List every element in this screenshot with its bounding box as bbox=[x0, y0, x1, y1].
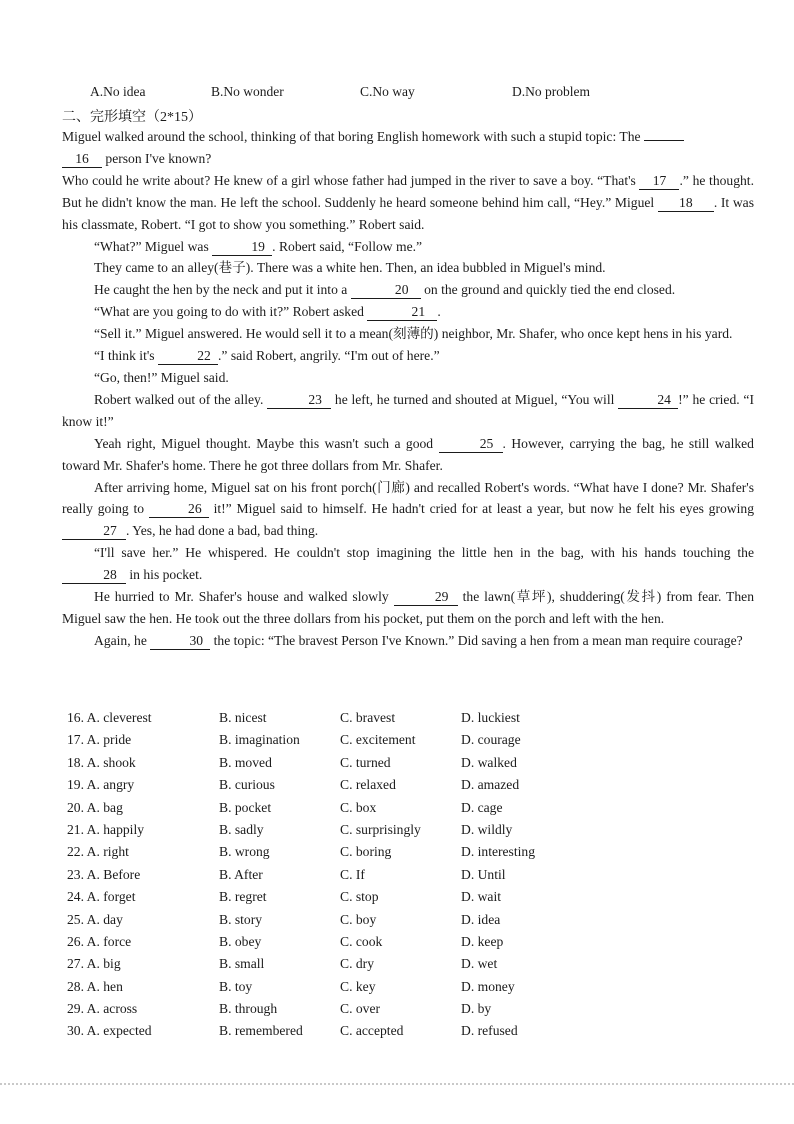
option-row-18 bbox=[67, 755, 627, 777]
option-a[interactable]: 18. A. shook bbox=[67, 754, 136, 770]
option-b[interactable]: B. remembered bbox=[219, 1023, 303, 1039]
option-c[interactable]: C. boy bbox=[340, 911, 377, 927]
option-a[interactable]: 30. A. expected bbox=[67, 1023, 152, 1039]
option-row-28 bbox=[67, 979, 627, 1001]
option-row-16 bbox=[67, 710, 627, 732]
option-d[interactable]: D. cage bbox=[461, 799, 503, 815]
option-d: D.No problem bbox=[512, 84, 590, 99]
option-a[interactable]: 26. A. force bbox=[67, 933, 132, 949]
paragraph: After arriving home, Miguel sat on his front porch(门廊) and recalled Robert's words. “What have I done? Mr. Shafer's really going to 26 it!” Miguel said to himself. He hadn't cried for at least a year, but now he felt his eyes growing 27 . Yes, he had done a bad, bad thing. bbox=[62, 479, 754, 539]
option-d[interactable]: D. walked bbox=[461, 754, 517, 770]
section-title: 二、完形填空（2*15） bbox=[62, 110, 202, 125]
paragraph: They came to an alley(巷子). There was a white hen. Then, an idea bubbled in Miguel's mind. bbox=[94, 260, 606, 276]
paragraph: “What?” Miguel was 19 . Robert said, “Follow me.” bbox=[94, 238, 423, 254]
blank-21[interactable]: 21 bbox=[367, 303, 437, 321]
blank-25[interactable]: 25 bbox=[439, 435, 503, 453]
blank-18[interactable]: 18 bbox=[658, 194, 714, 212]
option-row-19 bbox=[67, 777, 627, 799]
option-row-23 bbox=[67, 867, 627, 889]
paragraph: He hurried to Mr. Shafer's house and walked slowly 29 the lawn(草坪), shuddering(发抖) from fear. Then Miguel saw the hen. He took out the three dollars from his pocket, put them on the porch and left with the hen. bbox=[62, 589, 754, 626]
option-row-22 bbox=[67, 844, 627, 866]
blank-28[interactable]: 28 bbox=[62, 566, 126, 584]
option-a[interactable]: 21. A. happily bbox=[67, 821, 145, 837]
option-a[interactable]: 19. A. angry bbox=[67, 777, 135, 793]
blank-30[interactable]: 30 bbox=[150, 632, 210, 650]
option-row-29 bbox=[67, 1001, 627, 1023]
blank-29[interactable]: 29 bbox=[394, 588, 458, 606]
option-row-24 bbox=[67, 889, 627, 911]
option-d[interactable]: D. wait bbox=[461, 889, 502, 905]
paragraph: “Go, then!” Miguel said. bbox=[94, 369, 229, 385]
blank-16-number: 16 bbox=[62, 150, 102, 168]
option-d[interactable]: D. interesting bbox=[461, 844, 535, 860]
option-b[interactable]: B. nicest bbox=[219, 710, 267, 725]
paragraph: “I'll save her.” He whispered. He couldn't stop imagining the little hen in the bag, with his hands touching the 28 in his pocket. bbox=[62, 542, 754, 586]
option-c: C.No way bbox=[360, 84, 415, 99]
option-d[interactable]: D. refused bbox=[461, 1023, 518, 1039]
option-row-30 bbox=[67, 1023, 627, 1045]
option-d[interactable]: D. wildly bbox=[461, 821, 513, 837]
option-d[interactable]: D. by bbox=[461, 1001, 492, 1017]
option-a[interactable]: 25. A. day bbox=[67, 911, 123, 927]
option-b[interactable]: B. through bbox=[219, 1001, 278, 1017]
option-row-17 bbox=[67, 732, 627, 754]
option-c[interactable]: C. key bbox=[340, 978, 376, 994]
option-c[interactable]: C. over bbox=[340, 1001, 381, 1017]
option-d[interactable]: D. Until bbox=[461, 866, 506, 882]
paragraph: Yeah right, Miguel thought. Maybe this wasn't such a good 25 . However, carrying the bag, he still walked toward Mr. Shafer's home. There he got three dollars from Mr. Shafer. bbox=[62, 435, 754, 473]
blank-20[interactable]: 20 bbox=[351, 281, 421, 299]
option-a[interactable]: 29. A. across bbox=[67, 1001, 138, 1017]
option-a[interactable]: 28. A. hen bbox=[67, 978, 123, 994]
paragraph: He caught the hen by the neck and put it into a 20 on the ground and quickly tied the end closed. bbox=[94, 282, 676, 298]
option-d[interactable]: D. amazed bbox=[461, 777, 520, 793]
option-c[interactable]: C. dry bbox=[340, 956, 374, 972]
option-b[interactable]: B. sadly bbox=[219, 821, 264, 837]
option-d[interactable]: D. money bbox=[461, 978, 515, 994]
paragraph: Robert walked out of the alley. 23 he left, he turned and shouted at Miguel, “You will 24 !” he cried. “I know it!” bbox=[62, 391, 754, 429]
option-a[interactable]: 20. A. bag bbox=[67, 799, 123, 815]
option-d[interactable]: D. luckiest bbox=[461, 710, 520, 725]
blank-23[interactable]: 23 bbox=[267, 391, 331, 409]
option-c[interactable]: C. cook bbox=[340, 933, 383, 949]
option-c[interactable]: C. accepted bbox=[340, 1023, 404, 1039]
option-a[interactable]: 24. A. forget bbox=[67, 889, 136, 905]
paragraph: Miguel walked around the school, thinking of that boring English homework with such a stupid topic: The 16 person I've known? bbox=[62, 126, 754, 170]
paragraph: “I think it's 22 .” said Robert, angrily. “I'm out of here.” bbox=[94, 348, 440, 364]
cloze-passage bbox=[62, 126, 754, 652]
option-a[interactable]: 17. A. pride bbox=[67, 732, 132, 748]
blank-16[interactable] bbox=[644, 140, 684, 141]
option-a[interactable]: 16. A. cleverest bbox=[67, 710, 152, 725]
option-b[interactable]: B. story bbox=[219, 911, 263, 927]
option-c[interactable]: C. boring bbox=[340, 844, 392, 860]
option-c[interactable]: C. excitement bbox=[340, 732, 416, 748]
answer-options bbox=[67, 710, 627, 1046]
option-b: B.No wonder bbox=[211, 84, 284, 99]
option-row-25 bbox=[67, 912, 627, 934]
option-b[interactable]: B. small bbox=[219, 956, 265, 972]
option-row-21 bbox=[67, 822, 627, 844]
option-d[interactable]: D. wet bbox=[461, 956, 498, 972]
option-c[interactable]: C. box bbox=[340, 799, 377, 815]
previous-question-options bbox=[0, 84, 794, 104]
option-b[interactable]: B. regret bbox=[219, 889, 267, 905]
option-d[interactable]: D. keep bbox=[461, 933, 504, 949]
option-b[interactable]: B. After bbox=[219, 866, 263, 882]
option-a: A.No idea bbox=[90, 84, 146, 99]
page-bottom-divider bbox=[0, 1083, 794, 1085]
option-b[interactable]: B. moved bbox=[219, 754, 272, 770]
blank-24[interactable]: 24 bbox=[618, 391, 678, 409]
blank-22[interactable]: 22 bbox=[158, 347, 218, 365]
blank-17[interactable]: 17 bbox=[639, 172, 679, 190]
paragraph: “Sell it.” Miguel answered. He would sell it to a mean(刻薄的) neighbor, Mr. Shafer, who once kept hens in his yard. bbox=[94, 326, 733, 342]
option-b[interactable]: B. imagination bbox=[219, 732, 300, 748]
option-b[interactable]: B. toy bbox=[219, 978, 253, 994]
option-c[interactable]: C. surprisingly bbox=[340, 821, 421, 837]
option-c[interactable]: C. If bbox=[340, 866, 365, 882]
option-b[interactable]: B. curious bbox=[219, 777, 275, 793]
option-d[interactable]: D. courage bbox=[461, 732, 521, 748]
option-a[interactable]: 27. A. big bbox=[67, 956, 121, 972]
blank-19[interactable]: 19 bbox=[212, 238, 272, 256]
option-row-20 bbox=[67, 800, 627, 822]
paragraph: “What are you going to do with it?” Robert asked 21 . bbox=[94, 304, 441, 320]
option-c[interactable]: C. bravest bbox=[340, 710, 396, 725]
option-a[interactable]: 23. A. Before bbox=[67, 866, 141, 882]
blank-26[interactable]: 26 bbox=[149, 500, 209, 518]
blank-27[interactable]: 27 bbox=[62, 522, 126, 540]
option-a[interactable]: 22. A. right bbox=[67, 844, 129, 860]
paragraph: Who could he write about? He knew of a girl whose father had jumped in the river to save a boy. “That's 17 .” he thought. But he didn't know the man. He left the school. Suddenly he heard someone behind him call, “Hey.” Miguel 18 . It was his classmate, Robert. “I got to show you something.” Robert said. bbox=[62, 172, 755, 232]
option-d[interactable]: D. idea bbox=[461, 911, 501, 927]
option-row-26 bbox=[67, 934, 627, 956]
paragraph: Again, he 30 the topic: “The bravest Person I've Known.” Did saving a hen from a mean man require courage? bbox=[94, 632, 743, 648]
option-b[interactable]: B. obey bbox=[219, 933, 262, 949]
option-b[interactable]: B. wrong bbox=[219, 844, 270, 860]
option-b[interactable]: B. pocket bbox=[219, 799, 272, 815]
option-row-27 bbox=[67, 956, 627, 978]
option-c[interactable]: C. stop bbox=[340, 889, 379, 905]
option-c[interactable]: C. turned bbox=[340, 754, 391, 770]
option-c[interactable]: C. relaxed bbox=[340, 777, 396, 793]
